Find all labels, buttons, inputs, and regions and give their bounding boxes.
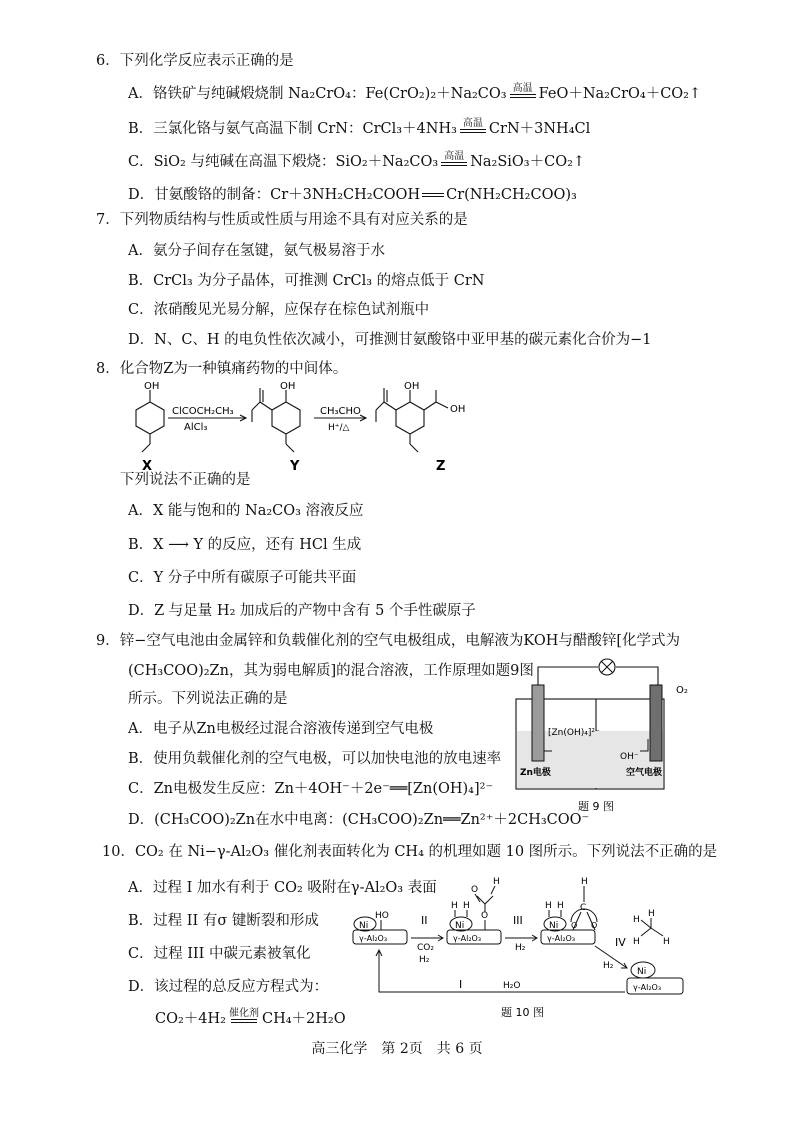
c-label: C [580, 903, 587, 913]
h-label-8: H [633, 915, 640, 925]
compound-y-label: Y [290, 459, 300, 474]
compound-z-label: Z [436, 459, 446, 474]
co2-label: CO₂ [417, 943, 434, 953]
h-label-7: H [648, 909, 655, 919]
ni-label-4: Ni [637, 967, 647, 977]
q9-line-2: (CH₃COO)₂Zn，其为弱电解质]的混合溶液，工作原理如题9图 [128, 663, 534, 679]
h-label-9: H [633, 937, 640, 947]
hydroxide-label: OH⁻ [620, 752, 639, 762]
air-electrode-label: 空气电极 [626, 768, 663, 778]
alumina-label-3: γ-Al₂O₃ [547, 934, 576, 943]
q6-option-a [128, 85, 701, 103]
q6-option-d-text: D．甘氨酸铬的制备：Cr＋3NH₂CH₂COOH [128, 187, 421, 203]
q6-option-b-text: B．三氯化铬与氨气高温下制 CrN：CrCl₃＋4NH₃ [128, 121, 457, 137]
q6-option-a-condition: 高温 [510, 84, 536, 98]
h-label-10: H [663, 937, 670, 947]
compound-x-label: X [142, 459, 153, 474]
zn-electrode-label: Zn电极 [520, 768, 551, 778]
q10-option-b: B．过程 II 有σ 键断裂和形成 [128, 913, 319, 929]
h-label-2: H [463, 901, 470, 911]
o-label-4: O [591, 921, 598, 930]
q10-mechanism-figure [345, 872, 690, 1022]
q6-stem: 6．下列化学反应表示正确的是 [96, 53, 294, 69]
q8-option-d: D．Z 与足量 H₂ 加成后的产物中含有 5 个手性碳原子 [128, 603, 476, 619]
q6-option-a-text: A．铬铁矿与纯碱煅烧制 Na₂CrO₄：Fe(CrO₂)₂＋Na₂CO₃ [128, 86, 507, 102]
alumina-label-2: γ-Al₂O₃ [453, 934, 482, 943]
z-hydroxyl-label: OH [404, 381, 420, 392]
q9-line-3: 所示。下列说法正确的是 [128, 691, 288, 707]
benzene-ring-x [136, 402, 164, 434]
zn-electrode [532, 685, 544, 761]
q6-option-b-condition: 高温 [460, 119, 486, 133]
equation-condition: 催化剂 [229, 1009, 259, 1023]
q8-stem: 8．化合物Z为一种镇痛药物的中间体。 [96, 361, 348, 377]
alumina-label-4: γ-Al₂O₃ [633, 983, 662, 992]
equals-sign [422, 193, 444, 197]
h-label-3: H [493, 877, 500, 887]
q10-overall-equation [155, 1010, 346, 1028]
q10-option-c: C．过程 III 中碳元素被氧化 [128, 946, 311, 962]
alumina-label-1: γ-Al₂O₃ [359, 934, 388, 943]
ho-label: HO [375, 911, 389, 921]
q10-option-d: D．该过程的总反应方程式为： [128, 979, 329, 995]
q6-option-c-condition: 高温 [441, 152, 467, 166]
q9-option-a: A．电子从Zn电极经过混合溶液传递到空气电极 [128, 721, 434, 737]
q8-reaction-scheme [118, 380, 498, 475]
q8-question: 下列说法不正确的是 [120, 472, 251, 488]
q9-option-d: D．(CH₃COO)₂Zn在水中电离：(CH₃COO)₂Zn══Zn²⁺＋2CH₃COO⁻ [128, 812, 590, 828]
equation-products: CH₄＋2H₂O [261, 1011, 346, 1027]
reagent-1-bottom: AlCl₃ [184, 422, 208, 433]
q6-option-a-products: FeO＋Na₂CrO₄＋CO₂↑ [538, 86, 702, 102]
h2-label-1: H₂ [419, 955, 430, 965]
q6-option-d-products: Cr(NH₂CH₂COO)₃ [446, 187, 577, 203]
ni-label-2: Ni [455, 921, 465, 931]
q7-stem: 7．下列物质结构与性质或性质与用途不具有对应关系的是 [96, 212, 468, 228]
q6-option-b-products: CrN＋3NH₄Cl [488, 121, 591, 137]
q8-option-c: C．Y 分子中所有碳原子可能共平面 [128, 570, 357, 586]
reagent-2-bottom: H⁺/△ [328, 423, 350, 433]
q6-option-c [128, 153, 585, 171]
o-label-1: O [481, 911, 489, 921]
air-electrode [650, 685, 662, 761]
q8-option-b: B．X ⟶ Y 的反应，还有 HCl 生成 [128, 537, 362, 553]
ni-label-3: Ni [549, 921, 559, 931]
q6-option-b [128, 120, 590, 138]
q6-option-d [128, 186, 577, 204]
q7-option-a: A．氨分子间存在氢键，氨气极易溶于水 [128, 243, 385, 259]
reagent-2-top: CH₃CHO [320, 406, 361, 417]
process-3-label: III [513, 914, 523, 927]
figure-9-caption: 题 9 图 [578, 800, 614, 813]
q8-option-a: A．X 能与饱和的 Na₂CO₃ 溶液反应 [128, 503, 364, 519]
o-label-2: O [471, 885, 479, 895]
q10-stem: 10．CO₂ 在 Ni−γ-Al₂O₃ 催化剂表面转化为 CH₄ 的机理如题 10 图所示。下列说法不正确的是 [102, 844, 718, 860]
q6-option-c-products: Na₂SiO₃＋CO₂↑ [470, 154, 586, 170]
equation-reactants: CO₂＋4H₂ [155, 1011, 226, 1027]
process-4-label: IV [615, 936, 626, 949]
q6-option-c-text: C．SiO₂ 与纯碱在高温下煅烧：SiO₂＋Na₂CO₃ [128, 154, 439, 170]
q9-battery-figure [500, 655, 700, 835]
h-label-5: H [557, 901, 564, 911]
h-label-4: H [545, 901, 552, 911]
process-1-label: I [459, 978, 463, 991]
h2-label-2: H₂ [515, 943, 526, 953]
q7-option-d: D．N、C、H 的电负性依次减小，可推测甘氨酸铬中亚甲基的碳元素化合价为−1 [128, 332, 652, 348]
q7-option-b: B．CrCl₃ 为分子晶体，可推测 CrCl₃ 的熔点低于 CrN [128, 273, 485, 289]
o-label-3: O [571, 921, 578, 930]
h-label-1: H [451, 901, 458, 911]
benzene-ring-y [272, 402, 300, 434]
z-side-hydroxyl-label: OH [450, 404, 466, 415]
y-hydroxyl-label: OH [280, 381, 296, 392]
h2-label-3: H₂ [603, 961, 614, 971]
figure-10-caption: 题 10 图 [501, 1006, 544, 1019]
q9-option-b: B．使用负载催化剂的空气电极，可以加快电池的放电速率 [128, 751, 502, 767]
ni-label-1: Ni [359, 921, 369, 931]
h-label-6: H [581, 877, 588, 887]
q10-option-a: A．过程 I 加水有利于 CO₂ 吸附在γ-Al₂O₃ 表面 [128, 880, 437, 896]
q9-option-c: C．Zn电极发生反应：Zn＋4OH⁻＋2e⁻══[Zn(OH)₄]²⁻ [128, 781, 494, 797]
h2o-label: H₂O [503, 981, 521, 991]
zincate-label: [Zn(OH)₄]²⁻ [548, 728, 600, 738]
reagent-1-top: ClCOCH₂CH₃ [172, 406, 234, 417]
q9-line-1: 9．锌−空气电池由金属锌和负载催化剂的空气电极组成，电解液为KOH与醋酸锌[化学式为 [96, 633, 681, 649]
q7-option-c: C．浓硝酸见光易分解，应保存在棕色试剂瓶中 [128, 302, 430, 318]
benzene-ring-z [396, 402, 424, 434]
o2-label: O₂ [676, 685, 688, 696]
page-footer: 高三化学 第 2页 共 6 页 [311, 1041, 483, 1057]
process-2-label: II [421, 914, 428, 927]
x-hydroxyl-label: OH [144, 381, 160, 392]
